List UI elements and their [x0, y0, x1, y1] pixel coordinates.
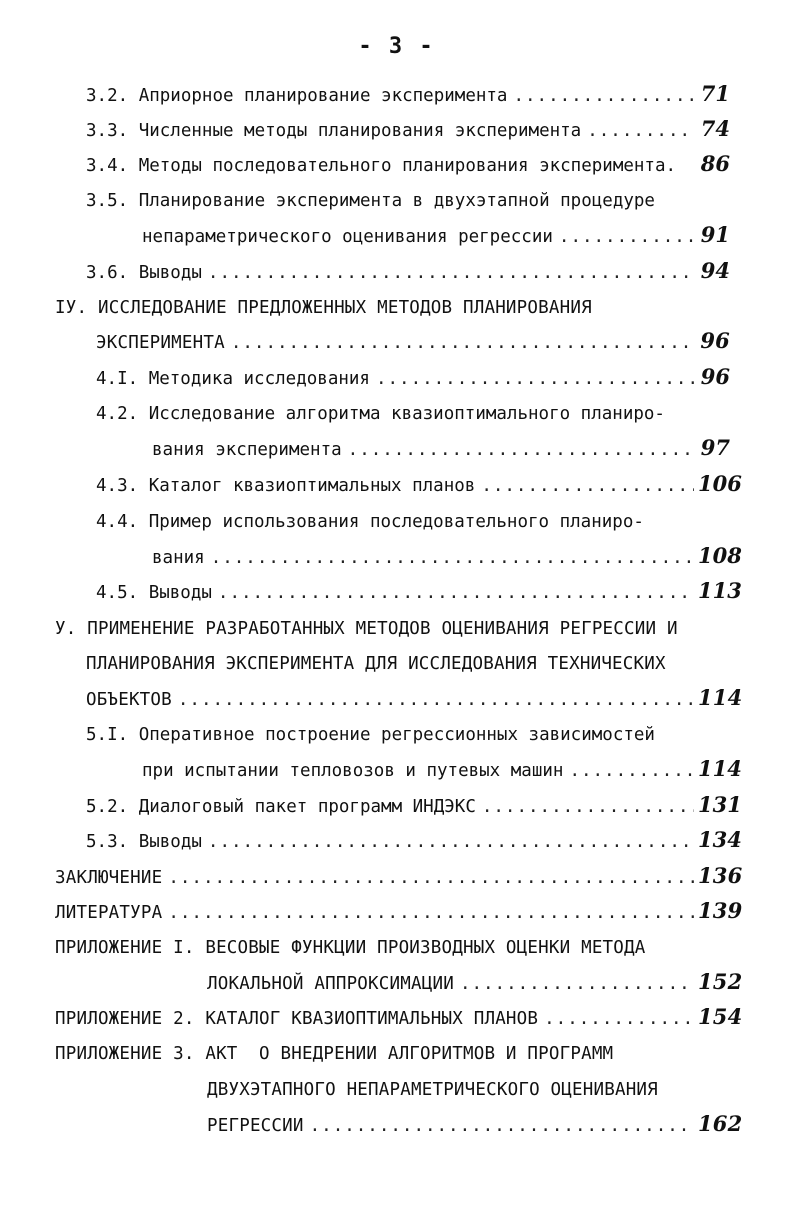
leader-dots: [218, 583, 694, 603]
toc-entry-3-5-cont: [142, 213, 730, 247]
toc-entry-page: 108: [698, 543, 742, 568]
toc-entry-number: 3.6.: [86, 263, 129, 283]
toc-entry-title: Выводы: [138, 263, 202, 283]
leader-dots: [348, 440, 694, 460]
toc-chapter-5-cont-1: [86, 640, 666, 674]
toc-entry-title: непараметрического оценивания регрессии: [142, 227, 553, 247]
leader-dots: [168, 903, 694, 923]
toc-entry-title: Методика исследования: [148, 369, 370, 389]
toc-entry-page: 131: [698, 792, 742, 817]
toc-entry-page: 136: [698, 863, 743, 888]
toc-entry-page: 97: [700, 435, 730, 460]
toc-entry-title: вания эксперимента: [152, 440, 342, 460]
leader-dots: [460, 974, 694, 994]
leader-dots: [168, 868, 694, 888]
toc-entry-3-6: [86, 249, 730, 283]
toc-entry-number: 3.4.: [86, 156, 129, 176]
toc-entry-page: 86: [700, 151, 730, 176]
toc-entry-title: КАТАЛОГ КВАЗИОПТИМАЛЬНЫХ ПЛАНОВ: [205, 1009, 539, 1029]
leader-dots: [211, 548, 694, 568]
toc-entry-4-2-cont: [152, 426, 730, 460]
toc-entry-title: ЛОКАЛЬНОЙ АППРОКСИМАЦИИ: [207, 974, 454, 994]
toc-entry-number: ПРИЛОЖЕНИЕ 3.: [55, 1044, 195, 1064]
toc-entry-title: Оперативное построение регрессионных зависимостей: [138, 725, 655, 745]
toc-entry-4-3: [96, 462, 742, 496]
toc-entry-title: ЗАКЛЮЧЕНИЕ: [55, 868, 163, 888]
toc-entry-5-1: [86, 711, 655, 745]
toc-entry-page: 154: [698, 1004, 743, 1029]
leader-dots: [481, 476, 694, 496]
leader-dots: [178, 690, 694, 710]
toc-entry-title: Диалоговый пакет программ ИНДЭКС: [138, 797, 476, 817]
toc-entry-page: 96: [700, 364, 730, 389]
toc-entry-title: ВЕСОВЫЕ ФУНКЦИИ ПРОИЗВОДНЫХ ОЦЕНКИ МЕТОДА: [205, 938, 646, 958]
toc-entry-5-2: [86, 783, 742, 817]
toc-entry-4-2: [96, 390, 665, 424]
leader-dots: [559, 227, 694, 247]
toc-entry-title: Каталог квазиоптимальных планов: [148, 476, 476, 496]
toc-entry-title: ПРИМЕНЕНИЕ РАЗРАБОТАННЫХ МЕТОДОВ ОЦЕНИВАНИЯ РЕГРЕССИИ И: [87, 619, 678, 639]
toc-entry-title: при испытании тепловозов и путевых машин: [142, 761, 564, 781]
toc-entry-page: 71: [700, 81, 730, 106]
toc-entry-title: Априорное планирование эксперимента: [138, 86, 508, 106]
toc-entry-title: ОБЪЕКТОВ: [86, 690, 172, 710]
toc-entry-4-1: [96, 355, 730, 389]
toc-appendix-3: [55, 1030, 613, 1064]
toc-entry-3-4: [86, 142, 730, 176]
toc-entry-number: ПРИЛОЖЕНИЕ 2.: [55, 1009, 195, 1029]
toc-chapter-5-cont-2: [86, 676, 743, 710]
toc-entry-title: Численные методы планирования эксперимента: [138, 121, 582, 141]
toc-conclusion: [55, 854, 743, 888]
toc-entry-title: ДВУХЭТАПНОГО НЕПАРАМЕТРИЧЕСКОГО ОЦЕНИВАНИЯ: [207, 1080, 658, 1100]
toc-appendix-3-cont-1: [207, 1066, 658, 1100]
toc-entry-number: IУ.: [55, 298, 88, 318]
toc-entry-3-2: [86, 72, 730, 106]
toc-entry-3-3: [86, 107, 730, 141]
toc-entry-title: ПЛАНИРОВАНИЯ ЭКСПЕРИМЕНТА ДЛЯ ИССЛЕДОВАНИЯ ТЕХНИЧЕСКИХ: [86, 654, 666, 674]
leader-dots: [482, 797, 694, 817]
toc-entry-page: 94: [700, 258, 730, 283]
toc-entry-5-1-cont: [142, 747, 742, 781]
leader-dots: [310, 1116, 694, 1136]
leader-dots: [587, 121, 694, 141]
toc-entry-page: 114: [698, 756, 742, 781]
leader-dots: [513, 86, 694, 106]
toc-entry-4-5: [96, 569, 742, 603]
leader-dots: [208, 263, 694, 283]
toc-entry-page: 134: [698, 827, 742, 852]
leader-dots: [208, 832, 694, 852]
toc-literature: [55, 889, 743, 923]
toc-entry-title: РЕГРЕССИИ: [207, 1116, 304, 1136]
toc-entry-number: ПРИЛОЖЕНИЕ I.: [55, 938, 195, 958]
toc-entry-title: Планирование эксперимента в двухэтапной процедуре: [138, 191, 655, 211]
leader-dots: [569, 761, 694, 781]
toc-entry-3-5: [86, 177, 655, 211]
toc-entry-4-4: [96, 498, 644, 532]
toc-entry-title: АКТ О ВНЕДРЕНИИ АЛГОРИТМОВ И ПРОГРАММ: [205, 1044, 614, 1064]
toc-entry-page: 74: [700, 116, 730, 141]
toc-entry-number: 3.2.: [86, 86, 129, 106]
toc-entry-page: 91: [700, 222, 730, 247]
toc-entry-number: 5.2.: [86, 797, 129, 817]
toc-entry-title: ЛИТЕРАТУРА: [55, 903, 163, 923]
leader-dots: [231, 333, 694, 353]
toc-entry-page: 114: [698, 685, 743, 710]
toc-entry-title: Пример использования последовательного планиро-: [148, 512, 644, 532]
toc-entry-number: 3.3.: [86, 121, 129, 141]
toc-entry-title: ЭКСПЕРИМЕНТА: [96, 333, 225, 353]
toc-entry-page: 162: [698, 1111, 743, 1136]
toc-chapter-4-cont: [96, 319, 730, 353]
toc-entry-title: вания: [152, 548, 205, 568]
leader-dots: [544, 1009, 694, 1029]
toc-entry-title: Исследование алгоритма квазиоптимального планиро-: [148, 404, 665, 424]
toc-entry-page: 113: [698, 578, 742, 603]
toc-entry-page: 96: [700, 328, 730, 353]
toc-chapter-5: [55, 605, 678, 639]
toc-entry-title: Выводы: [138, 832, 202, 852]
toc-entry-number: 4.5.: [96, 583, 139, 603]
toc-entry-4-4-cont: [152, 534, 742, 568]
toc-entry-number: 5.3.: [86, 832, 129, 852]
toc-entry-number: 4.3.: [96, 476, 139, 496]
page-number: - 3 -: [358, 34, 435, 59]
toc-entry-number: 4.2.: [96, 404, 139, 424]
toc-entry-title: Методы последовательного планирования эксперимента.: [138, 156, 677, 176]
toc-entry-number: 4.4.: [96, 512, 139, 532]
toc-entry-number: 5.I.: [86, 725, 129, 745]
toc-appendix-2: [55, 995, 743, 1029]
toc-entry-title: Выводы: [148, 583, 212, 603]
toc-entry-number: 4.I.: [96, 369, 139, 389]
toc-appendix-1: [55, 924, 646, 958]
toc-entry-page: 152: [698, 969, 743, 994]
leader-dots: [376, 369, 694, 389]
toc-chapter-4: [55, 284, 592, 318]
toc-entry-page: 106: [698, 471, 742, 496]
toc-entry-number: 3.5.: [86, 191, 129, 211]
toc-appendix-1-cont: [207, 960, 743, 994]
toc-entry-title: ИССЛЕДОВАНИЕ ПРЕДЛОЖЕННЫХ МЕТОДОВ ПЛАНИРОВАНИЯ: [97, 298, 592, 318]
toc-entry-number: У.: [55, 619, 77, 639]
toc-appendix-3-cont-2: [207, 1102, 743, 1136]
toc-entry-5-3: [86, 818, 742, 852]
toc-entry-page: 139: [698, 898, 743, 923]
